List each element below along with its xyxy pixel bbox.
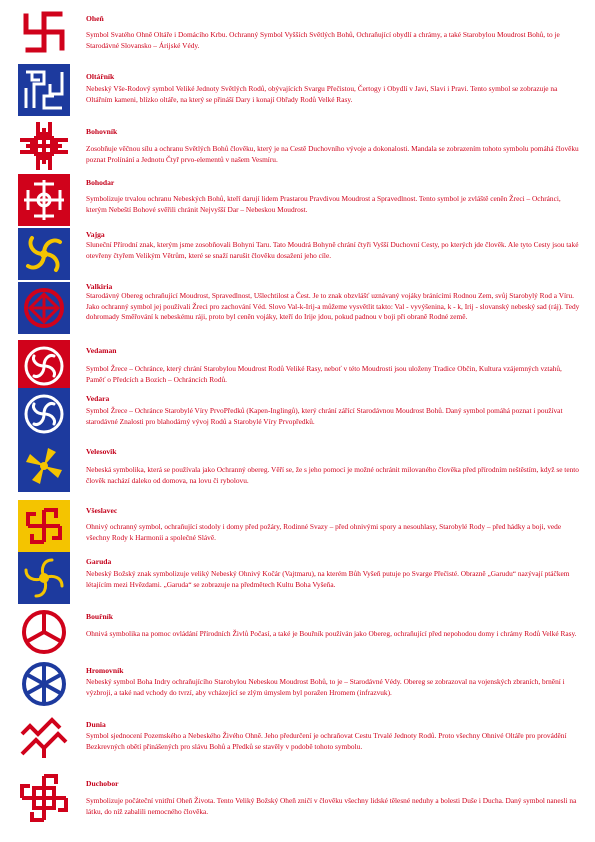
entry-title: Vedaman — [86, 346, 117, 355]
entry-title: Bohodar — [86, 178, 115, 187]
entry-title: Velesovik — [86, 447, 117, 456]
vedaman-icon — [14, 340, 74, 392]
entry-title: Duchobor — [86, 779, 119, 788]
vseslavec-icon — [14, 500, 74, 552]
entry-title: Oltářník — [86, 72, 115, 81]
vajga-icon — [14, 228, 74, 280]
hromovnik-icon — [14, 658, 74, 710]
entry-title: Hromovník — [86, 666, 124, 675]
entry-text: Nebeská symbolika, která se používala jako Ochranný obereg. Věří se, že s jeho pomocí je možné ochránit milovaného člověka před přírodním neštěstím, když se tento člověk nachází daleko od domova, na lovu či rybolovu. — [86, 465, 579, 485]
bournik-icon — [14, 606, 74, 658]
entry-title: Vedara — [86, 394, 110, 403]
entry-text: Starodávný Obereg ochraňující Moudrost, Spravedlnost, Ušlechtilost a Čest. Je to znak obzvlášť uznávaný vojáky bránícími Rodnou Zem, svůj Starobylý Rod a Víru. Jako ochranný symbol jej používali Žreci pro zachování Véd. Slovo Val-k-Irij-a můžeme vysvětlit takto: Val - vyvýšenina, k - k, Irij - slovanský nebeský sad (ráj). Tedy dohromady Směřování k nebeskému ráji, proto byl ceněn vojáky, kteří do Irije jdou, pokud padnou v boji při obraně Rodné země. — [86, 291, 580, 322]
entry-title: Vajga — [86, 230, 105, 239]
velesovik-icon — [14, 440, 74, 492]
entry-text: Symbolizuje počáteční vnitřní Oheň Života. Tento Veliký Božský Oheň zničí v člověku všechny lidské tělesné neduhy a bolesti Duše i Ducha. Daný symbol nanesli na látku, do níž zabalili nemocného člověka. — [86, 796, 577, 816]
valkiria-icon — [14, 282, 74, 334]
oltarnik-icon — [14, 64, 74, 116]
entry-title: Dunia — [86, 720, 106, 729]
entry-text: Ohnivý ochranný symbol, ochraňující stodoly i domy před požáry, Rodinné Svazy – před ohnivými spory a nesouhlasy, Starobylé Rody – před hádky a boji, vede všechny Rody k Harmonii a společné Slávě. — [86, 522, 562, 542]
dunia-icon — [14, 712, 74, 764]
entry-text: Symbol Svatého Ohně Oltáře i Domácího Krbu. Ochranný Symbol Vyšších Světlých Bohů, Ochraňující obydlí a chrámy, a také Starobylou Moudrost Bohů, to je Starodávné Slovansko – Árijské Védy. — [86, 30, 560, 50]
entry-title: Všeslavec — [86, 506, 118, 515]
entry-text: Symbol sjednocení Pozemského a Nebeského Živého Ohně. Jeho předurčení je ochraňovat Cestu Trvalé Jednoty Rodů. Proto všechny Ohnivé Oltáře pro provádění Bezkrevných obětí přinášených pro slávu Bohů a Předků se stavěly v podobě tohoto symbolu. — [86, 731, 567, 751]
svarga-swastika-icon — [14, 6, 74, 58]
bohovnik-icon — [14, 120, 74, 172]
entry-text: Ohnivá symbolika na pomoc ovládání Přírodních Živlů Počasí, a také je Bouřník používán jako Obereg, ochraňující před nepohodou domy i chrámy Rodů Velké Rasy. — [86, 629, 577, 638]
entry-title: Oheň — [86, 14, 104, 23]
vedara-icon — [14, 388, 74, 440]
entry-text: Symbol Žrece – Ochránce Starobylé Víry PrvoPředků (Kapen-Inglingů), který chrání zářící Starodávnou Moudrost Bohů. Daný symbol pomáhá poznat i používat starodávné Znalosti pro blahodárný vývoj Rodů a Starobylé Víry Prvopředků. — [86, 406, 563, 426]
duchobor-icon — [14, 772, 74, 824]
entry-text: Zosobňuje věčnou sílu a ochranu Světlých Bohů člověku, který je na Cestě Duchovního vývoje a dokonalosti. Mandala se zobrazením tohoto symbolu pomáhá člověku poznat Prolínání a Jednotu Čtyř prvo-elementů v našem Vesmíru. — [86, 144, 579, 164]
entry-text: Symbol Žrece – Ochránce, který chrání Starobylou Moudrost Rodů Veliké Rasy, neboť v této Moudrosti jsou uloženy Tradice Občin, Kultura vzájemných vztahů, Paměť o Předcích a Bozích – Ochráncích Rodů. — [86, 364, 562, 384]
entry-title: Bohovník — [86, 127, 118, 136]
entry-title: Bouřník — [86, 612, 114, 621]
bohodar-icon — [14, 174, 74, 226]
entry-title: Garuda — [86, 557, 112, 566]
entry-text: Symbolizuje trvalou ochranu Nebeských Bohů, kteří darují lidem Prastarou Pravdivou Moudrost a Spravedlnost. Tento symbol je zvláště ceněn Žreci – Ochránci, kterým Nebeští Bohové svěřili chránit Nejvyšší Dar – Nebeskou Moudrost. — [86, 194, 561, 214]
entry-title: Valkiria — [86, 282, 113, 291]
entry-text: Nebeský symbol Boha Indry ochraňujícího Starobylou Nebeskou Moudrost Bohů, to je – Starodávné Védy. Obereg se zobrazoval na vojenských zbraních, brnění i výzbroji, a také nad vchody do tvrzí, aby vcházející se zlým úmyslem byl poražen Hromem (infrazvuk). — [86, 677, 565, 697]
entry-text: Nebeský Vše-Rodový symbol Veliké Jednoty Světlých Rodů, obývajících Svargu Přečistou, Čertogy i Obydlí v Javi, Slavi i Pravi. Tento symbol se zobrazuje na Oltářním kameni, blízko oltáře, na který se přináší Dary i konají Obřady Rodů Velké Rasy. — [86, 84, 558, 104]
garuda-icon — [14, 552, 74, 604]
entry-text: Nebeský Božský znak symbolizuje veliký Nebeský Ohnivý Kočár (Vajtmaru), na kterém Bůh Vyšeň putuje po Svarge Přečisté. Obrazně „Garudu“ nazývají ptáčkem létajícím mezi Hvězdami. „Garuda“ se zobrazuje na předmětech Kultu Boha Vyšeňa. — [86, 569, 570, 589]
entry-text: Sluneční Přírodní znak, kterým jsme zosobňovali Bohyni Taru. Tato Moudrá Bohyně chrání čtyři Vyšší Duchovní Cesty, po kterých jde člověk. Ale tyto Cesty jsou také otevřeny čtyřem Velikým Větrům, které se snaží narušit člověku dosažení jeho cíle. — [86, 240, 579, 260]
